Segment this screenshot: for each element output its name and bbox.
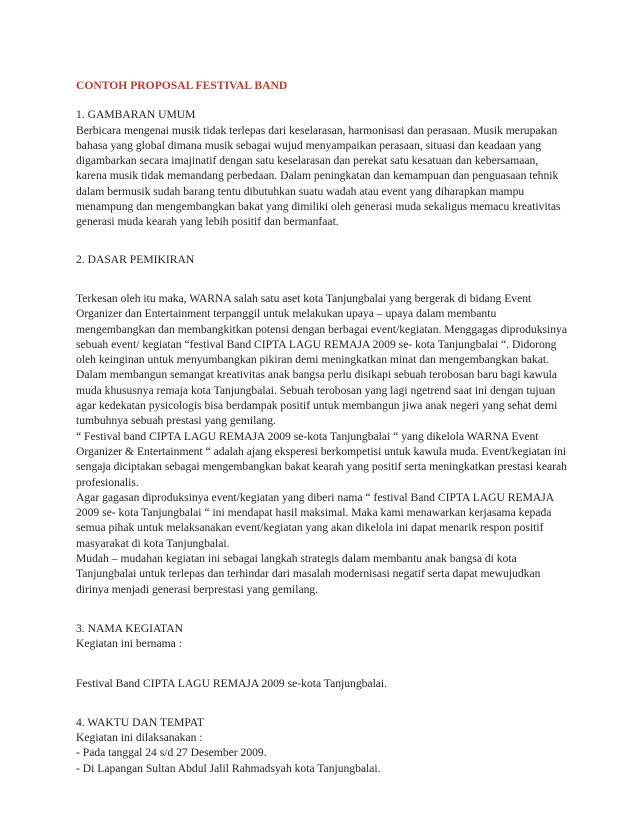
section-nama-kegiatan bbox=[76, 621, 566, 691]
paragraph-line: oleh keinginan untuk menyumbangkan pikiran demi meningkatkan minat dan mengembangkan bakat. bbox=[76, 353, 549, 367]
paragraph-line: profesionalis. bbox=[76, 475, 139, 489]
paragraph-line: Dalam membangun semangat kreativitas anak bangsa perlu disikapi sebuah terobosan baru bagi kawula bbox=[76, 368, 557, 382]
paragraph-line: masyarakat di kota Tanjungbalai. bbox=[76, 536, 230, 550]
paragraph-line: Kegiatan ini bernama : bbox=[76, 637, 182, 651]
event-name: Festival Band CIPTA LAGU REMAJA 2009 se-kota Tanjungbalai. bbox=[76, 676, 388, 690]
paragraph-line: karena musik tidak memandang perbedaan. Dalam peningkatan dan kemampuan dan penguasaan tehnik bbox=[76, 169, 559, 183]
paragraph-line: Agar gagasan diproduksinya event/kegiatan yang diberi nama “ festival Band CIPTA LAGU REMAJA bbox=[76, 490, 555, 504]
paragraph-line: Terkesan oleh itu maka, WARNA salah satu aset kota Tanjungbalai yang bergerak di bidang Event bbox=[76, 291, 532, 305]
paragraph-line: Kegiatan ini dilaksanakan : bbox=[76, 731, 203, 745]
paragraph-line: bahasa yang global dimana musik sebagai wujud menyampaikan perasaan, situasi dan keadaan yang bbox=[76, 138, 542, 152]
section-waktu-tempat bbox=[76, 715, 566, 776]
document-page bbox=[76, 78, 566, 776]
paragraph-line: Tanjungbalai untuk terlepas dan terhindar dari masalah modernisasi negatif serta dapat mewujudkan bbox=[76, 567, 541, 581]
paragraph-line: Organizer & Entertainment “ adalah ajang eksperesi berkompetisi untuk kawula muda. Event/kegiatan ini bbox=[76, 444, 567, 458]
document-title: CONTOH PROPOSAL FESTIVAL BAND bbox=[76, 79, 288, 92]
paragraph-line: digambarkan secara imajinatif dengan satu keselarasan dan perekat satu kesatuan dan kebersamaan, bbox=[76, 154, 539, 168]
paragraph-line: dirinya menjadi generasi berprestasi yang gemilang. bbox=[76, 582, 319, 596]
paragraph-line: muda khususnya remaja kota Tanjungbalai. Sebuah terobosan yang lagi ngetrend saat ini dengan tujuan bbox=[76, 383, 556, 397]
section-heading: 4. WAKTU DAN TEMPAT bbox=[76, 715, 204, 729]
paragraph-line: - Pada tanggal 24 s/d 27 Desember 2009. bbox=[76, 746, 267, 760]
section-heading: 3. NAMA KEGIATAN bbox=[76, 621, 183, 635]
paragraph-line: sengaja diciptakan sebagai mengembangkan bakat kearah yang positif serta meningkatkan prestasi kearah bbox=[76, 460, 567, 474]
paragraph-line: semua pihak untuk melaksanakan event/kegiatan yang akan dikelola ini dapat menarik respon positif bbox=[76, 521, 544, 535]
paragraph-line: “ Festival band CIPTA LAGU REMAJA 2009 se-kota Tanjungbalai “ yang dikelola WARNA Event bbox=[76, 429, 539, 443]
paragraph-line: agar kedekatan pysicologis bisa berdampak positif untuk membangun jiwa anak negeri yang sehat demi bbox=[76, 399, 558, 413]
paragraph-line: 2009 se- kota Tanjungbalai “ ini mendapat hasil maksimal. Maka kami menawarkan kerjasama kepada bbox=[76, 506, 552, 520]
paragraph-line: generasi muda kearah yang lebih positif dan bermanfaat. bbox=[76, 215, 339, 229]
paragraph-line: sebuah event/ kegiatan “festival Band CIPTA LAGU REMAJA 2009 se- kota Tanjungbalai “. Didorong bbox=[76, 337, 557, 351]
section-dasar-pemikiran bbox=[76, 252, 566, 597]
paragraph-line: dalam bermusik sudah barang tentu dibutuhkan suatu wadah atau event yang diharapkan mampu bbox=[76, 184, 525, 198]
paragraph-line: mengembangkan dan membangkitkan potensi dengan berbagai event/kegiatan. Menggagas diproduksinya bbox=[76, 322, 567, 336]
paragraph-line: menampung dan mengembangkan bakat yang dimiliki oleh generasi muda sekaligus memacu kreativitas bbox=[76, 200, 561, 214]
section-heading: 2. DASAR PEMIKIRAN bbox=[76, 252, 195, 266]
paragraph-line: - Di Lapangan Sultan Abdul Jalil Rahmadsyah kota Tanjungbalai. bbox=[76, 761, 381, 775]
paragraph-line: tumbuhnya sebuah prestasi yang gemilang. bbox=[76, 414, 276, 428]
section-gambaran-umum bbox=[76, 107, 566, 229]
paragraph-line: Organizer dan Entertainment terpanggil untuk melakukan upaya – upaya dalam membantu bbox=[76, 307, 497, 321]
paragraph-line: Mudah – mudahan kegiatan ini sebagai langkah strategis dalam membantu anak bangsa di kota bbox=[76, 552, 517, 566]
paragraph-line: Berbicara mengenai musik tidak terlepas dari keselarasan, harmonisasi dan perasaan. Musik merupakan bbox=[76, 123, 558, 137]
section-heading: 1. GAMBARAN UMUM bbox=[76, 108, 196, 122]
